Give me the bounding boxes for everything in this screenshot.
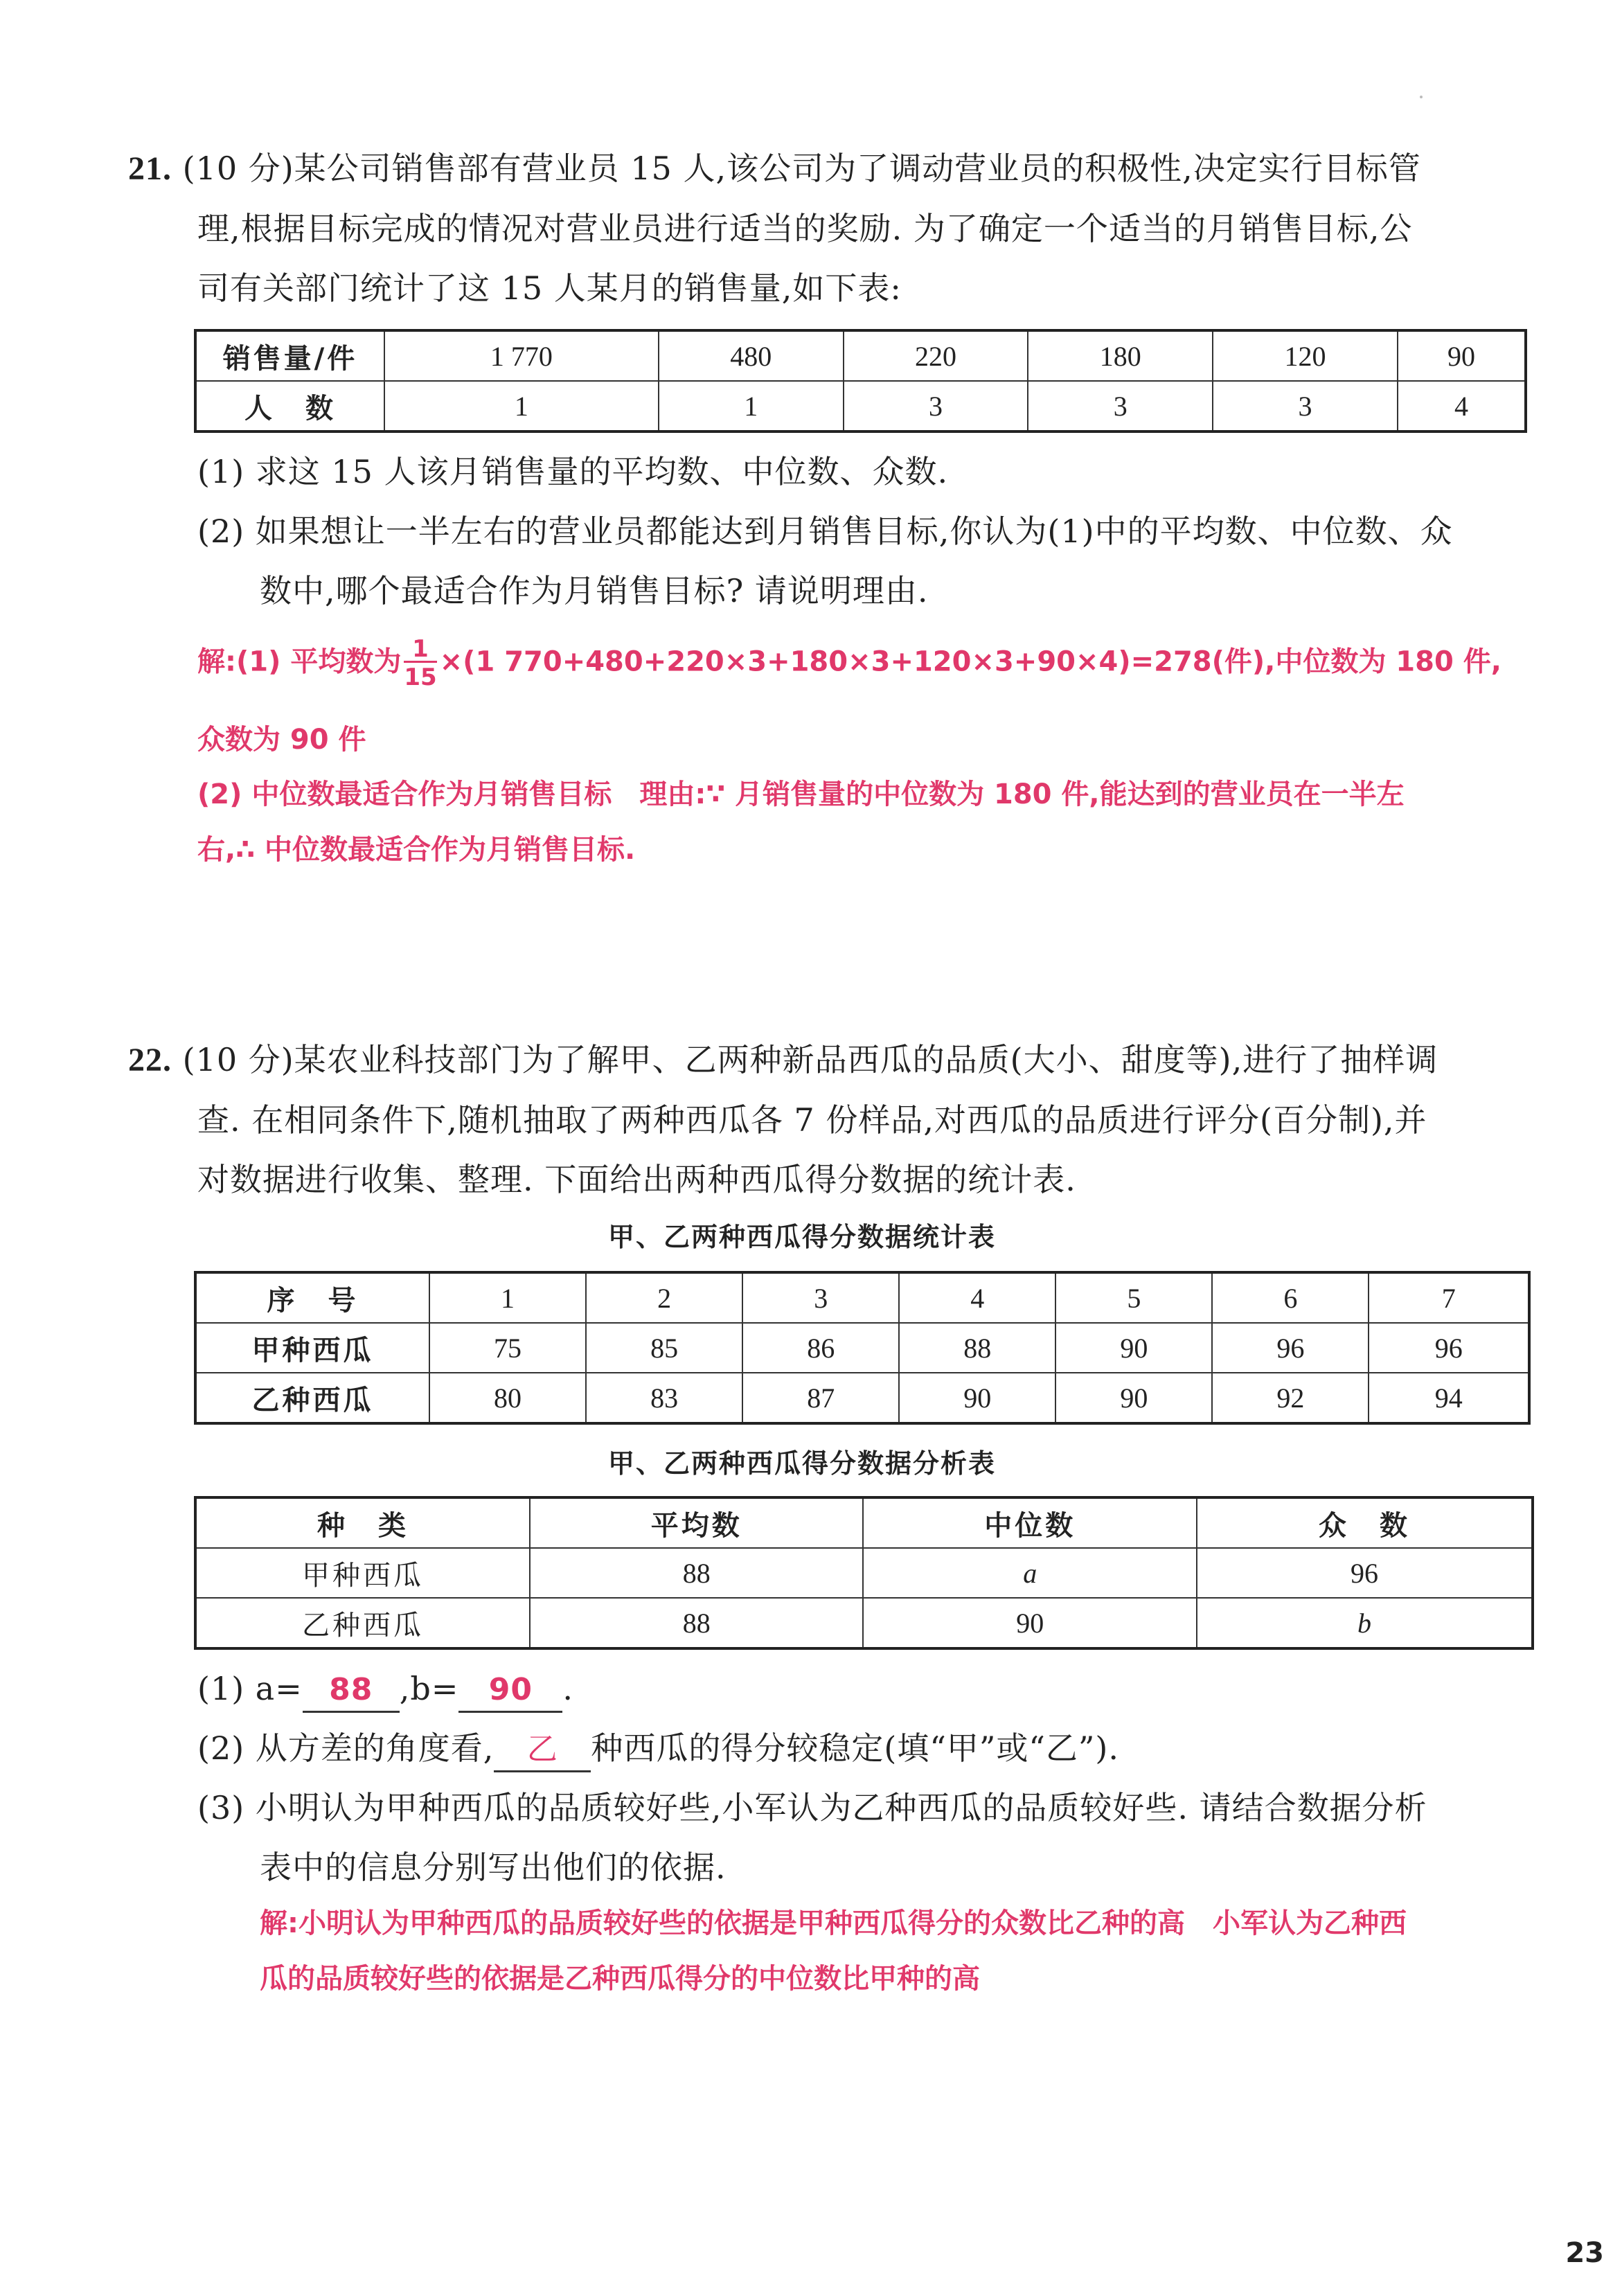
table-cell: 87	[742, 1373, 899, 1423]
answer-21-line-2: 众数为 90 件	[197, 724, 366, 756]
table-cell: 92	[1212, 1373, 1369, 1423]
question-2-line-2: 数中,哪个最适合作为月销售目标? 请说明理由.	[260, 572, 929, 609]
problem-22	[128, 1030, 1482, 1209]
answer-21-line-1: 解:(1) 平均数为 $\frac{1}{15}$ ×(1 770+480+220×3+180×3+120×3+90×4)=278(件),中位数为 180 件,	[197, 635, 1501, 691]
table-cell: 3	[844, 381, 1028, 431]
problem-22-line-2: 查. 在相同条件下,随机抽取了两种西瓜各 7 份样品,对西瓜的品质进行评分(百分制),并	[197, 1101, 1427, 1139]
question-3-line-2: 表中的信息分别写出他们的依据.	[260, 1849, 727, 1886]
table-cell: 甲种西瓜	[195, 1548, 530, 1598]
table-cell: 180	[1028, 330, 1213, 381]
table-cell: 乙种西瓜	[195, 1373, 429, 1423]
table-cell: 80	[429, 1373, 586, 1423]
problem-21-line-1: 21. (10 分)某公司销售部有营业员 15 人,该公司为了调动营业员的积极性,决定实行目标管	[128, 150, 1421, 187]
table-cell: 90	[1398, 330, 1526, 381]
table-cell: 序 号	[195, 1272, 429, 1323]
table-cell: 乙种西瓜	[195, 1598, 530, 1648]
table-cell: 众 数	[1197, 1497, 1533, 1548]
table-cell: 90	[1055, 1323, 1212, 1373]
answer-22-line-2: 瓜的品质较好些的依据是乙种西瓜得分的中位数比甲种的高	[260, 1963, 980, 1995]
answer-blank-variety: 乙	[494, 1729, 591, 1772]
answer-21-line-3: (2) 中位数最适合作为月销售目标 理由:∵ 月销售量的中位数为 180 件,能达到的营业员在一半左	[197, 778, 1405, 810]
table-cell: 种 类	[195, 1497, 530, 1548]
table-cell: b	[1197, 1598, 1533, 1648]
table-cell: 6	[1212, 1272, 1369, 1323]
table-cell: 1	[384, 381, 659, 431]
table-2-caption: 甲、乙两种西瓜得分数据分析表	[607, 1448, 996, 1479]
problem-21-line-3: 司有关部门统计了这 15 人某月的销售量,如下表:	[197, 269, 902, 307]
answer-21-line-4: 右,∴ 中位数最适合作为月销售目标.	[197, 834, 636, 866]
table-cell: 1 770	[384, 330, 659, 381]
problem-21-line-2: 理,根据目标完成的情况对营业员进行适当的奖励. 为了确定一个适当的月销售目标,公	[197, 210, 1413, 247]
sales-table	[194, 329, 1527, 433]
problem-22-line-3: 对数据进行收集、整理. 下面给出两种西瓜得分数据的统计表.	[197, 1161, 1076, 1198]
table-row	[195, 330, 1526, 381]
question-3-line-1: (3) 小明认为甲种西瓜的品质较好些,小军认为乙种西瓜的品质较好些. 请结合数据分析	[197, 1789, 1427, 1826]
scan-speck	[1420, 96, 1423, 98]
table-cell: 86	[742, 1323, 899, 1373]
table-1-caption: 甲、乙两种西瓜得分数据统计表	[607, 1222, 996, 1252]
problem-22-line-1: 22. (10 分)某农业科技部门为了解甲、乙两种新品西瓜的品质(大小、甜度等),进行了抽样调	[128, 1041, 1438, 1078]
table-cell: 480	[659, 330, 844, 381]
table-cell: 85	[586, 1323, 742, 1373]
table-cell: 90	[1055, 1373, 1212, 1423]
analysis-table	[194, 1496, 1534, 1650]
table-cell: 2	[586, 1272, 742, 1323]
table-cell: 96	[1369, 1323, 1529, 1373]
score-table	[194, 1271, 1531, 1425]
table-cell: 96	[1212, 1323, 1369, 1373]
table-cell: 中位数	[863, 1497, 1196, 1548]
table-cell: 1	[659, 381, 844, 431]
table-cell: a	[863, 1548, 1196, 1598]
table-cell: 75	[429, 1323, 586, 1373]
table-cell: 120	[1213, 330, 1398, 381]
table-cell: 96	[1197, 1548, 1533, 1598]
table-cell: 甲种西瓜	[195, 1323, 429, 1373]
table-cell: 3	[1213, 381, 1398, 431]
table-cell: 7	[1369, 1272, 1529, 1323]
table-cell: 3	[1028, 381, 1213, 431]
table-cell: 1	[429, 1272, 586, 1323]
page-number: 23	[1565, 2237, 1604, 2269]
answer-blank-b: 90	[458, 1669, 562, 1713]
fraction: $\frac{1}{15}$	[404, 635, 437, 691]
table-cell: 人 数	[195, 381, 384, 431]
table-cell: 4	[1398, 381, 1526, 431]
table-row	[195, 1598, 1533, 1648]
table-cell: 94	[1369, 1373, 1529, 1423]
table-cell: 4	[899, 1272, 1055, 1323]
table-row	[195, 1323, 1529, 1373]
problem-21-number: 21.	[128, 150, 172, 187]
answer-22-line-1: 解:小明认为甲种西瓜的品质较好些的依据是甲种西瓜得分的众数比乙种的高 小军认为乙种西	[260, 1907, 1407, 1939]
question-2: (2) 从方差的角度看, 乙 种西瓜的得分较稳定(填“甲”或“乙”).	[128, 1718, 1482, 1778]
table-cell: 88	[899, 1323, 1055, 1373]
answer-blank-a: 88	[303, 1669, 400, 1713]
table-cell: 5	[1055, 1272, 1212, 1323]
question-1: (1) a= 88 ,b= 90 .	[128, 1659, 1482, 1718]
table-cell: 90	[899, 1373, 1055, 1423]
problem-22-number: 22.	[128, 1042, 172, 1078]
table-row	[195, 381, 1526, 431]
table-cell: 销售量/件	[195, 330, 384, 381]
table-cell: 83	[586, 1373, 742, 1423]
table-cell: 平均数	[530, 1497, 863, 1548]
problem-22-questions	[128, 1659, 1482, 1897]
table-cell: 220	[844, 330, 1028, 381]
table-cell: 3	[742, 1272, 899, 1323]
question-2-line-1: (2) 如果想让一半左右的营业员都能达到月销售目标,你认为(1)中的平均数、中位数、众	[197, 513, 1453, 550]
table-row	[195, 1272, 1529, 1323]
problem-21-questions	[128, 442, 1482, 621]
table-row	[195, 1497, 1533, 1548]
table-cell: 90	[863, 1598, 1196, 1648]
problem-21	[128, 139, 1482, 318]
table-row	[195, 1373, 1529, 1423]
table-cell: 88	[530, 1548, 863, 1598]
table-cell: 88	[530, 1598, 863, 1648]
table-row	[195, 1548, 1533, 1598]
question-1: (1) 求这 15 人该月销售量的平均数、中位数、众数.	[197, 453, 949, 490]
